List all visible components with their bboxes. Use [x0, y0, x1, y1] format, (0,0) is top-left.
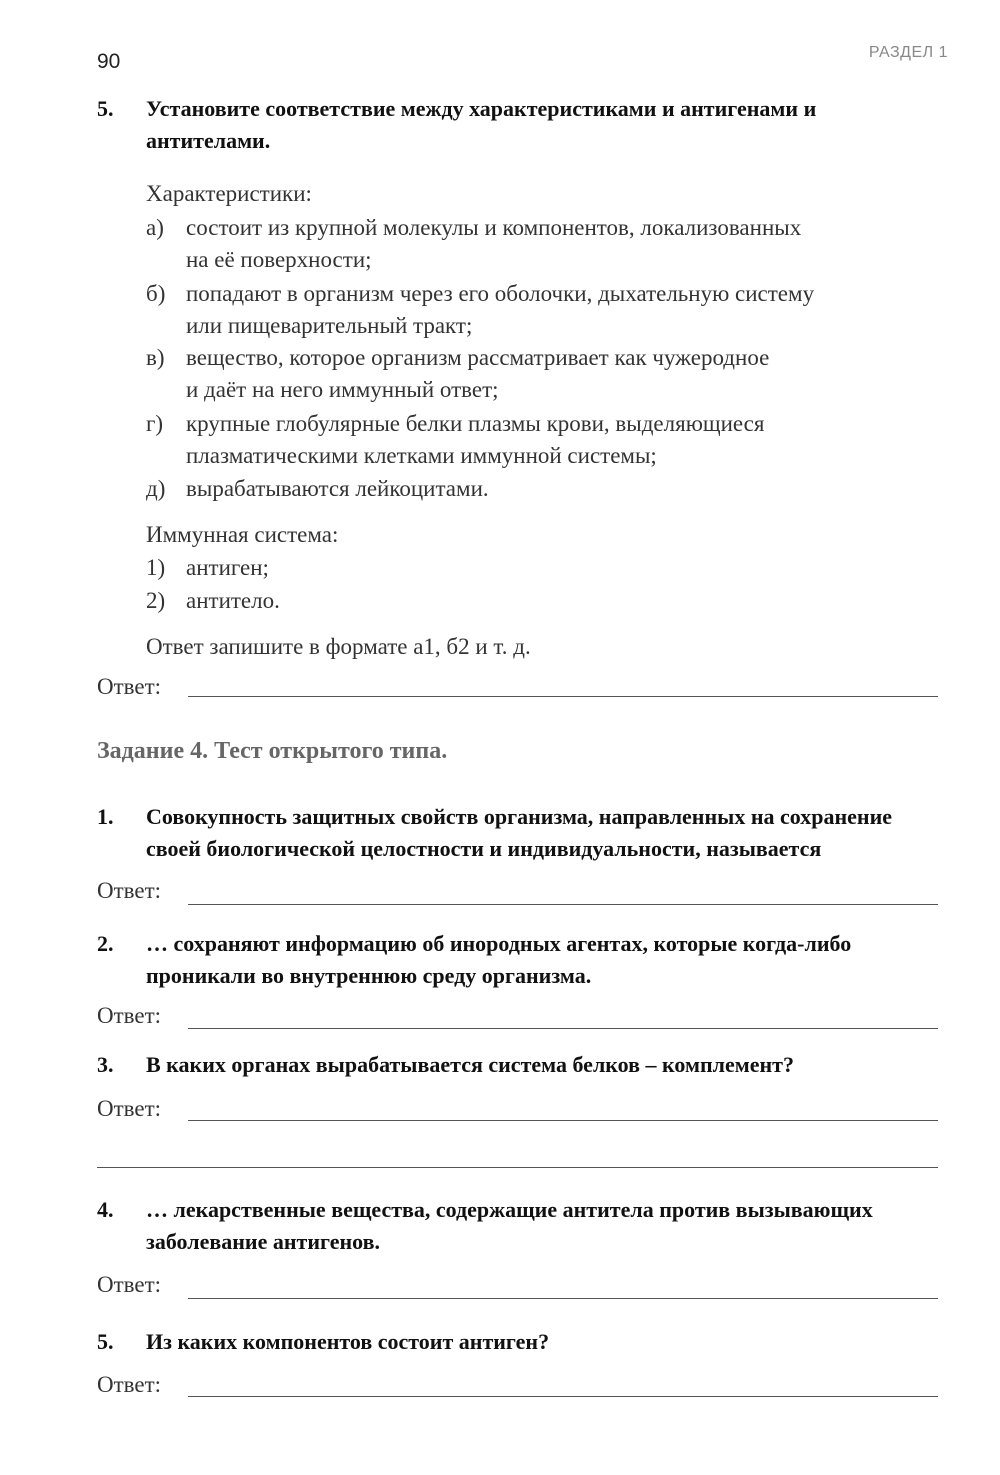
format-note: Ответ запишите в формате а1, б2 и т. д.	[146, 634, 531, 659]
page-number: 90	[97, 50, 121, 73]
answer-line[interactable]	[188, 1120, 938, 1121]
answer-line[interactable]	[188, 1298, 938, 1299]
list-item: состоит из крупной молекулы и компонентов, локализованных	[186, 215, 802, 240]
list-item: вырабатываются лейкоцитами.	[186, 476, 489, 501]
list-item-cont: плазматическими клетками иммунной системы;	[186, 443, 657, 468]
question-text: … лекарственные вещества, содержащие антитела против вызывающих заболевание антигенов.	[146, 1197, 873, 1254]
list-item: антиген;	[186, 555, 269, 580]
answer-label: Ответ:	[97, 1372, 162, 1397]
answer-label: Ответ:	[97, 1096, 162, 1121]
question-text: Из каких компонентов состоит антиген?	[146, 1329, 550, 1354]
question-number: 3.	[97, 1052, 114, 1077]
question-number: 2.	[97, 931, 114, 956]
list-marker: 1)	[146, 555, 166, 580]
list-item: крупные глобулярные белки плазмы крови, выделяющиеся	[186, 411, 765, 436]
list-marker: 2)	[146, 588, 166, 613]
question-number: 5.	[97, 96, 114, 121]
list-marker: в)	[146, 345, 165, 370]
question-text: … сохраняют информацию об инородных агентах, которые когда-либо проникали во внутреннюю среду организма.	[146, 931, 852, 988]
question-number: 4.	[97, 1197, 114, 1222]
task-title: Задание 4. Тест открытого типа.	[97, 738, 448, 764]
list-item: вещество, которое организм рассматривает как чужеродное	[186, 345, 770, 370]
characteristics-label: Характеристики:	[146, 181, 312, 206]
immune-system-label: Иммунная система:	[146, 522, 339, 547]
list-marker: д)	[146, 476, 166, 501]
question-number: 1.	[97, 804, 114, 829]
list-marker: б)	[146, 281, 166, 306]
question-number: 5.	[97, 1329, 114, 1354]
question-text: Установите соответствие между характеристиками и антигенами и антителами.	[146, 96, 817, 153]
list-item-cont: на её поверхности;	[186, 247, 372, 272]
answer-line[interactable]	[188, 904, 938, 905]
answer-line-extra[interactable]	[97, 1167, 938, 1168]
list-item-cont: или пищеварительный тракт;	[186, 313, 473, 338]
answer-line[interactable]	[188, 1396, 938, 1397]
answer-label: Ответ:	[97, 878, 162, 903]
list-marker: г)	[146, 411, 164, 436]
list-marker: а)	[146, 215, 164, 240]
question-text: Совокупность защитных свойств организма, направленных на сохранение своей биологической целостности и индивидуальности, называется	[146, 804, 893, 861]
answer-label: Ответ:	[97, 674, 162, 699]
answer-label: Ответ:	[97, 1272, 162, 1297]
section-label: РАЗДЕЛ 1	[868, 44, 948, 61]
question-text: В каких органах вырабатывается система белков – комплемент?	[146, 1052, 794, 1077]
answer-label: Ответ:	[97, 1003, 162, 1028]
answer-line[interactable]	[188, 696, 938, 697]
list-item-cont: и даёт на него иммунный ответ;	[186, 377, 499, 402]
list-item: попадают в организм через его оболочки, дыхательную систему	[186, 281, 815, 306]
list-item: антитело.	[186, 588, 280, 613]
answer-line[interactable]	[188, 1028, 938, 1029]
